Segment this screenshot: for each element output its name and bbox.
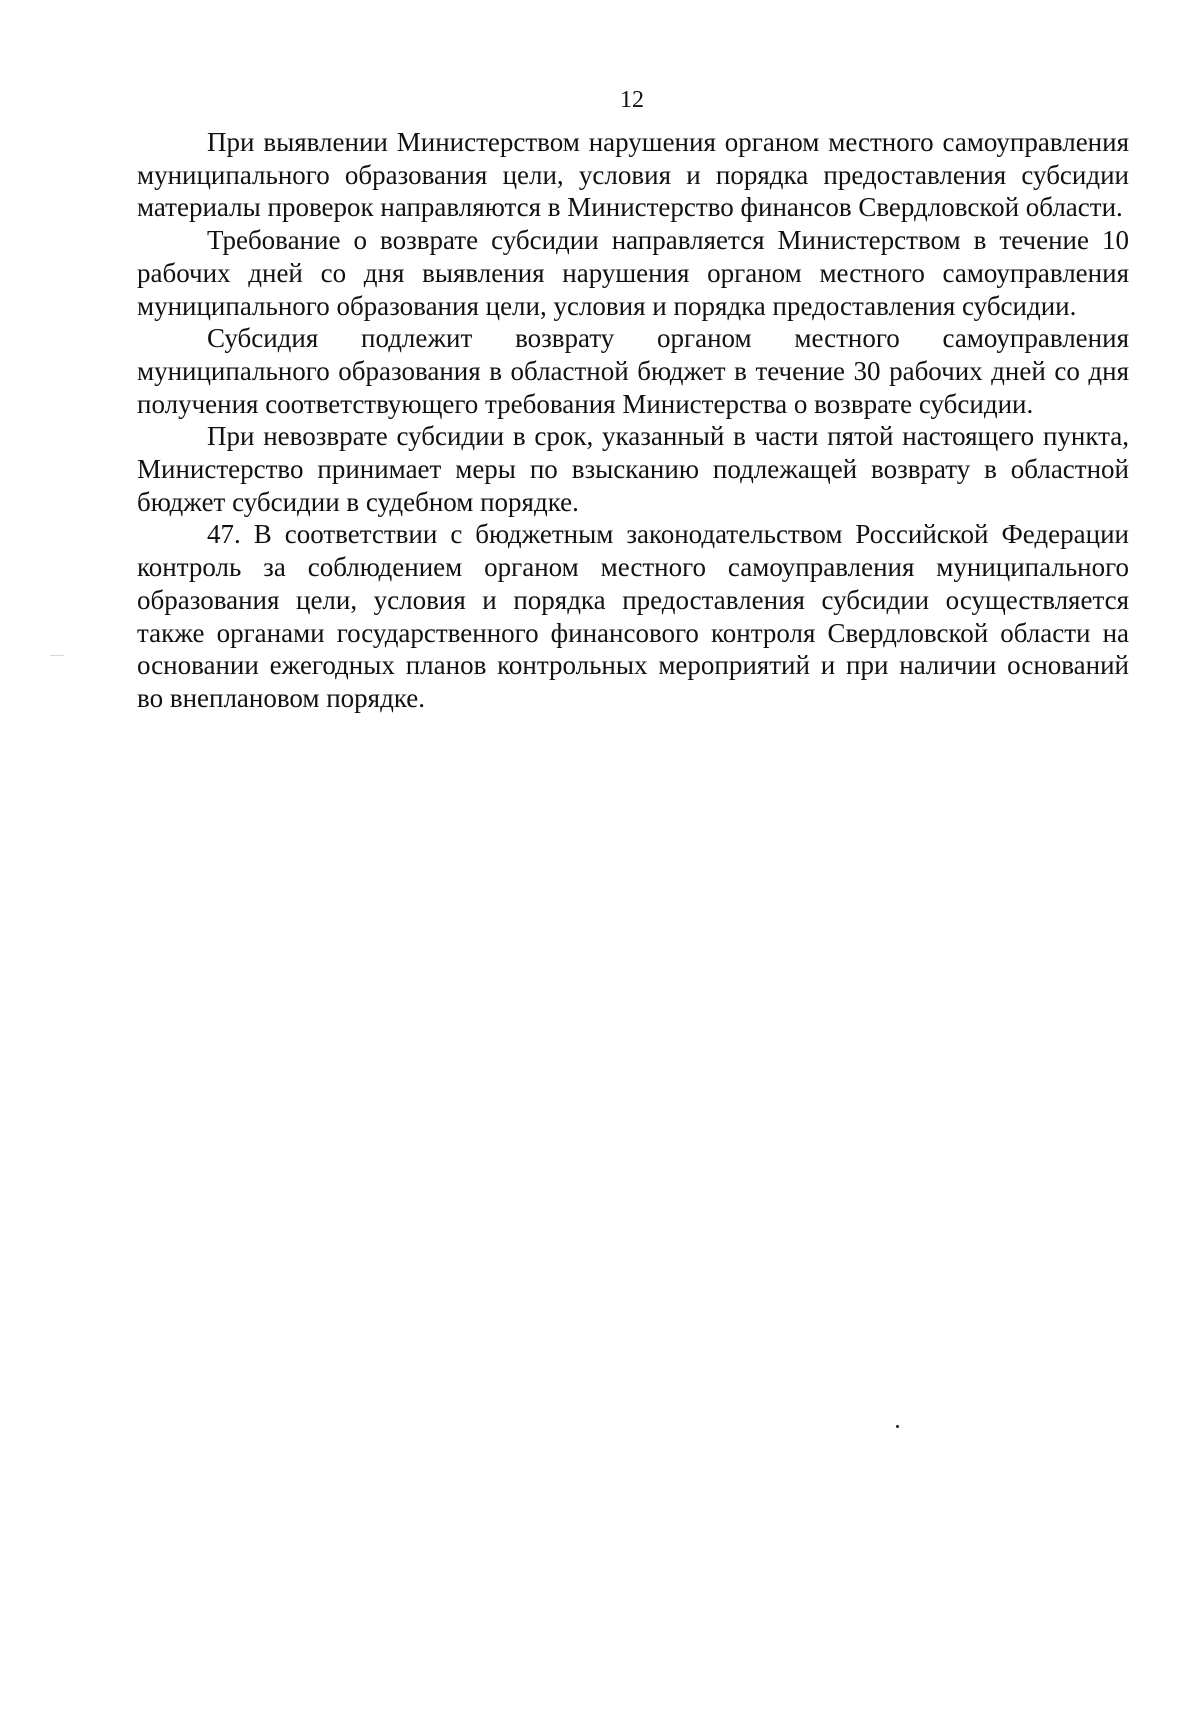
- paragraph-violation-materials: При выявлении Министерством нарушения органом местного самоуправления муниципального образования цели, условия и порядка предоставления субсидии материалы проверок направляются в Министерство финансов Свердловской области.: [137, 127, 1129, 223]
- document-body: [137, 126, 1129, 715]
- paragraph-refund-demand: Требование о возврате субсидии направляется Министерством в течение 10 рабочих дней со дня выявления нарушения органом местного самоуправления муниципального образования цели, условия и порядка предоставления субсидии.: [137, 225, 1129, 321]
- paragraph-subsidy-return: Субсидия подлежит возврату органом местного самоуправления муниципального образования в областной бюджет в течение 30 рабочих дней со дня получения соответствующего требования Министерства о возврате субсидии.: [137, 323, 1129, 419]
- paragraph-non-return-measures: При невозврате субсидии в срок, указанный в части пятой настоящего пункта, Министерство принимает меры по взысканию подлежащей возврату в областной бюджет субсидии в судебном порядке.: [137, 421, 1129, 517]
- paragraph-item-47-control: 47. В соответствии с бюджетным законодательством Российской Федерации контроль за соблюдением органом местного самоуправления муниципального образования цели, условия и порядка предоставления субсидии осуществляется также органами государственного финансового контроля Свердловской области на основании ежегодных планов контрольных мероприятий и при наличии оснований во внеплановом порядке.: [137, 519, 1129, 713]
- page-number: 12: [620, 87, 644, 113]
- scan-dot-mark: [896, 1425, 899, 1428]
- scan-speck-mark: [50, 655, 64, 656]
